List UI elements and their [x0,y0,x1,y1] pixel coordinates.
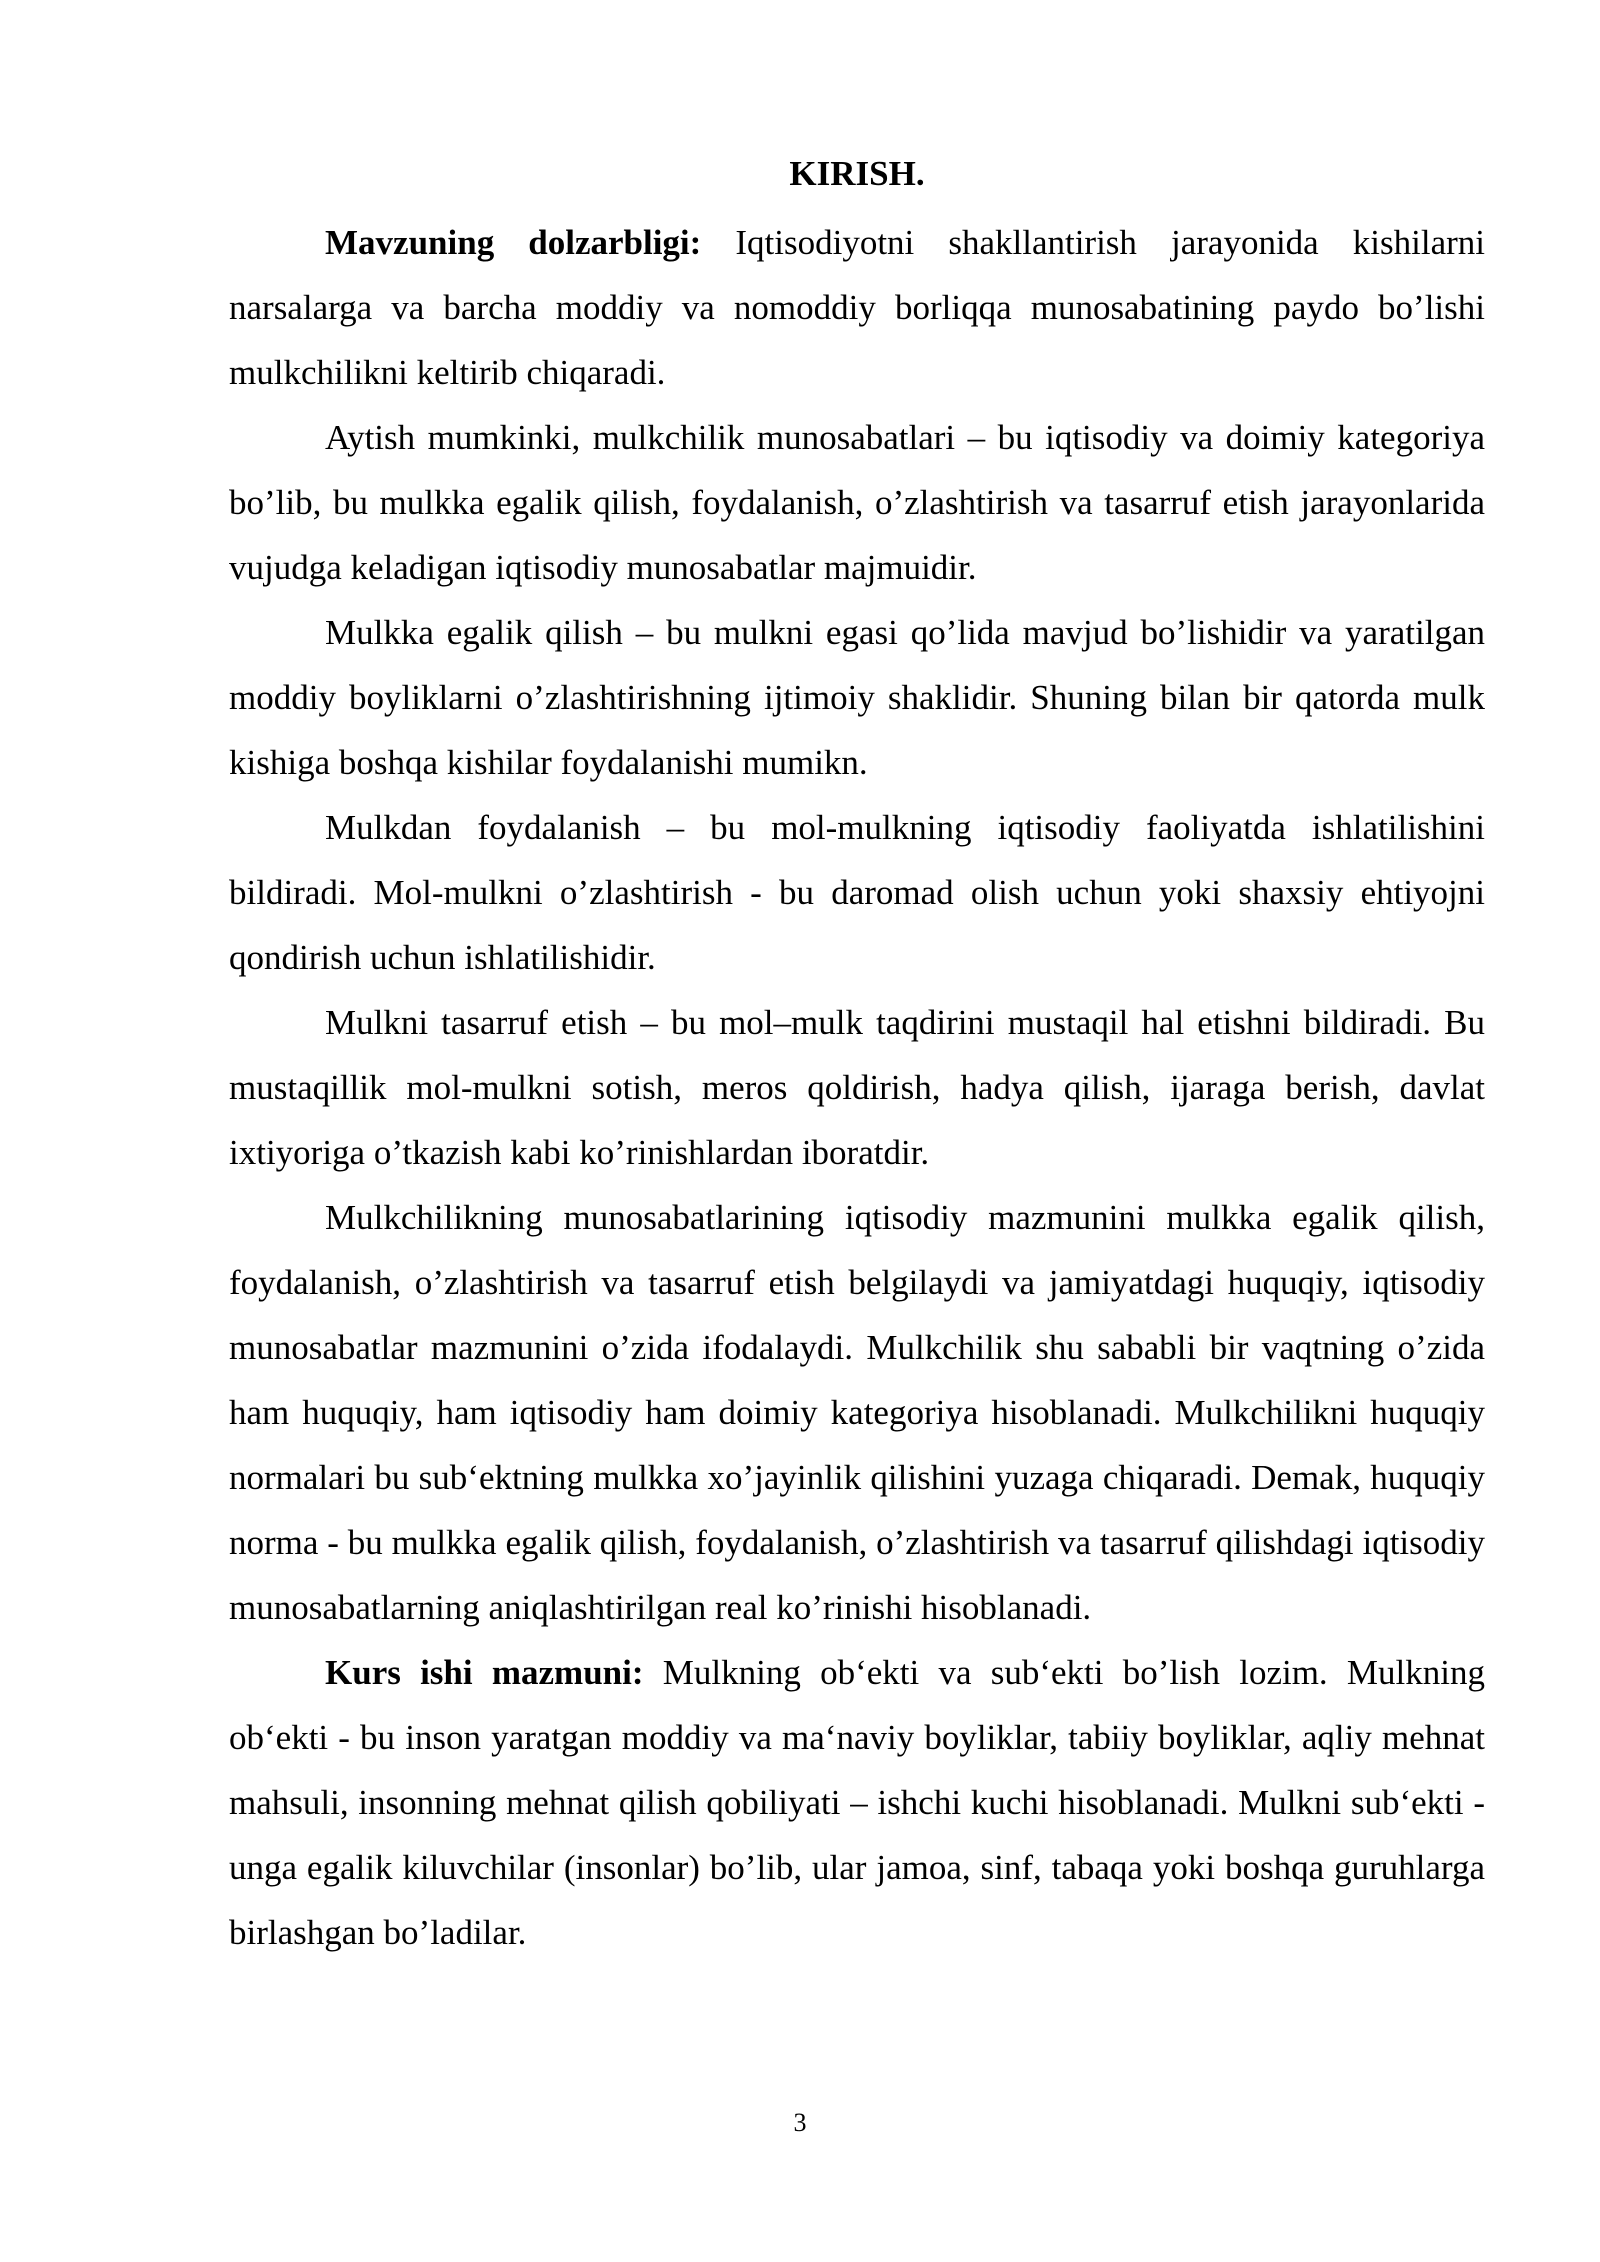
page-heading: KIRISH. [789,154,925,193]
page-content [229,148,1485,1965]
paragraph [229,600,1485,795]
paragraph-text: Mulkni tasarruf etish – bu mol–mulk taqdirini mustaqil hal etishni bildiradi. Bu mustaqillik mol-mulkni sotish, meros qoldirish, hadya qilish, ijaraga berish, davlat ixtiyoriga o’tkazish kabi ko’rinishlardan iboratdir. [229,1003,1485,1172]
paragraph [229,795,1485,990]
paragraph-lead: Kurs ishi mazmuni: [325,1653,644,1692]
paragraph-text: Mulkdan foydalanish – bu mol-mulkning iqtisodiy faoliyatda ishlatilishini bildiradi. Mol-mulkni o’zlashtirish - bu daromad olish uchun yoki shaxsiy ehtiyojni qondirish uchun ishlatilishidir. [229,808,1485,977]
page-number: 3 [793,2108,807,2137]
paragraph-text: Iqtisodiyotni shakllantirish jarayonida kishilarni narsalarga va barcha moddiy va nomoddiy borliqqa munosabatining paydo bo’lishi mulkchilikni keltirib chiqaradi. [229,223,1485,392]
paragraph-text: Aytish mumkinki, mulkchilik munosabatlari – bu iqtisodiy va doimiy kategoriya bo’lib, bu mulkka egalik qilish, foydalanish, o’zlashtirish va tasarruf etish jarayonlarida vujudga keladigan iqtisodiy munosabatlar majmuidir. [229,418,1485,587]
paragraph-text: Mulkchilikning munosabatlarining iqtisodiy mazmunini mulkka egalik qilish, foydalanish, o’zlashtirish va tasarruf etish belgilaydi va jamiyatdagi huquqiy, iqtisodiy munosabatlar mazmunini o’zida ifodalaydi. Mulkchilik shu sababli bir vaqtning o’zida ham huquqiy, ham iqtisodiy ham doimiy kategoriya hisoblanadi. Mulkchilikni huquqiy normalari bu sub‘ektning mulkka xo’jayinlik qilishini yuzaga chiqaradi. Demak, huquqiy norma - bu mulkka egalik qilish, foydalanish, o’zlashtirish va tasarruf qilishdagi iqtisodiy munosabatlarning aniqlashtirilgan real ko’rinishi hisoblanadi. [229,1198,1485,1627]
paragraph-text: Mulkka egalik qilish – bu mulkni egasi qo’lida mavjud bo’lishidir va yaratilgan moddiy boyliklarni o’zlashtirishning ijtimoiy shaklidir. Shuning bilan bir qatorda mulk kishiga boshqa kishilar foydalanishi mumikn. [229,613,1485,782]
paragraph [229,405,1485,600]
paragraph [229,1185,1485,1640]
paragraph-text: Mulkning ob‘ekti va sub‘ekti bo’lish lozim. Mulkning ob‘ekti - bu inson yaratgan moddiy va ma‘naviy boyliklar, tabiiy boyliklar, aqliy mehnat mahsuli, insonning mehnat qilish qobiliyati – ishchi kuchi hisoblanadi. Mulkni sub‘ekti - unga egalik kiluvchilar (insonlar) bo’lib, ular jamoa, sinf, tabaqa yoki boshqa guruhlarga birlashgan bo’ladilar. [229,1653,1485,1952]
paragraph [229,210,1485,405]
paragraph-lead: Mavzuning dolzarbligi: [325,223,702,262]
paragraph [229,990,1485,1185]
paragraph [229,1640,1485,1965]
